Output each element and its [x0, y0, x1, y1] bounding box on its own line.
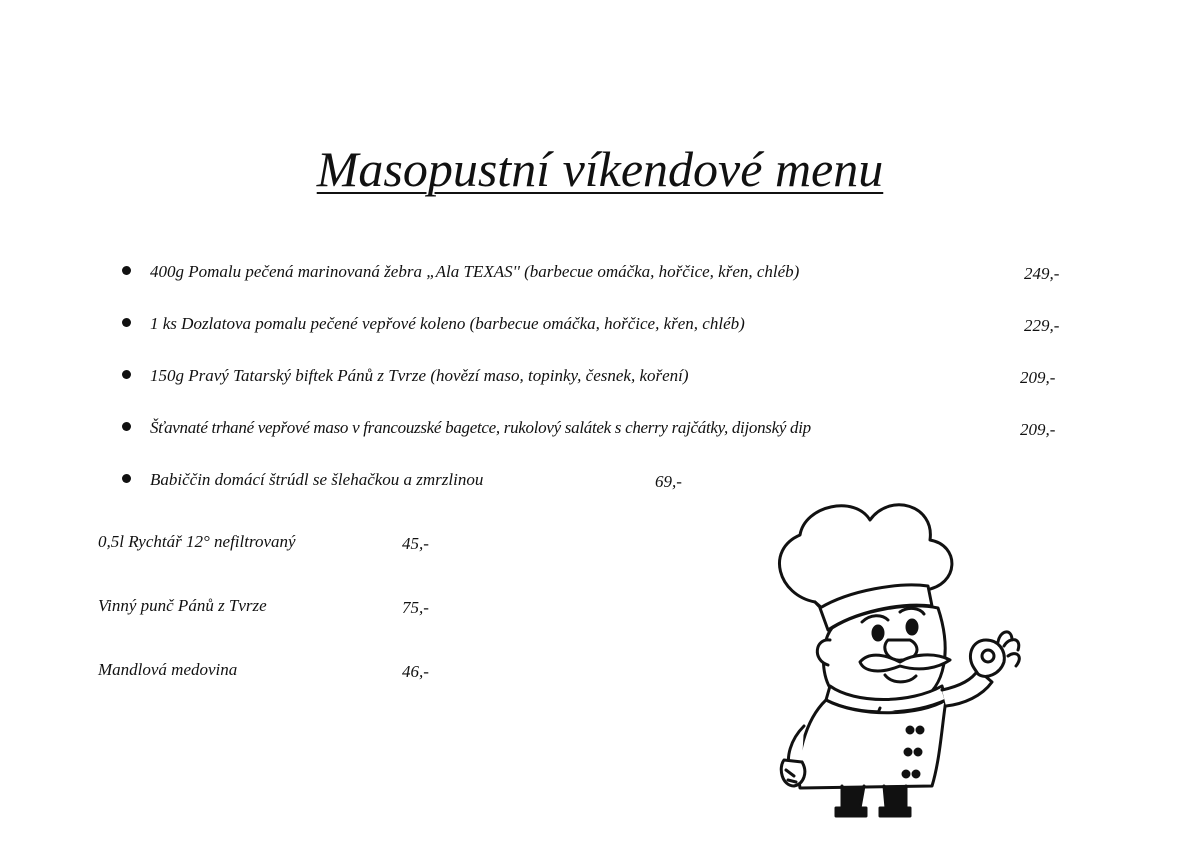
food-item-price: 229,-: [1024, 316, 1060, 335]
drink-item: [98, 532, 498, 596]
food-item-name: 1 ks Dozlatova pomalu pečené vepřové koleno (barbecue omáčka, hořčice, křen, chléb): [150, 314, 745, 333]
food-item: [120, 366, 1080, 418]
chef-illustration-icon: [760, 490, 1040, 820]
food-item-name: Babiččin domácí štrúdl se šlehačkou a zmrzlinou: [150, 470, 484, 489]
drink-item-price: 46,-: [402, 662, 429, 681]
food-item: [120, 262, 1080, 314]
bullet-icon: [122, 370, 131, 379]
bullet-icon: [122, 266, 131, 275]
food-item-price: 249,-: [1024, 264, 1060, 283]
food-item: [120, 418, 1080, 470]
food-item-price: 209,-: [1020, 368, 1056, 387]
bullet-icon: [122, 474, 131, 483]
food-list: [120, 262, 1080, 522]
drink-item-name: 0,5l Rychtář 12° nefiltrovaný: [98, 532, 296, 551]
drink-item-price: 75,-: [402, 598, 429, 617]
bullet-icon: [122, 318, 131, 327]
food-item-price: 69,-: [655, 472, 682, 491]
food-item: [120, 314, 1080, 366]
drink-item-name: Vinný punč Pánů z Tvrze: [98, 596, 267, 615]
drink-item-price: 45,-: [402, 534, 429, 553]
bullet-icon: [122, 422, 131, 431]
food-item-name: Šťavnaté trhané vepřové maso v francouzské bagetce, rukolový salátek s cherry rajčátky, dijonský dip: [150, 418, 811, 437]
food-item-name: 150g Pravý Tatarský biftek Pánů z Tvrze (hovězí maso, topinky, česnek, koření): [150, 366, 689, 385]
drinks-list: [98, 532, 498, 724]
food-item-name: 400g Pomalu pečená marinovaná žebra „Ala TEXAS'' (barbecue omáčka, hořčice, křen, chléb): [150, 262, 800, 281]
menu-title-text: Masopustní víkendové menu: [316, 141, 884, 197]
drink-item: [98, 660, 498, 724]
drink-item: [98, 596, 498, 660]
drink-item-name: Mandlová medovina: [98, 660, 238, 679]
menu-title: [0, 140, 1200, 198]
food-item-price: 209,-: [1020, 420, 1056, 439]
